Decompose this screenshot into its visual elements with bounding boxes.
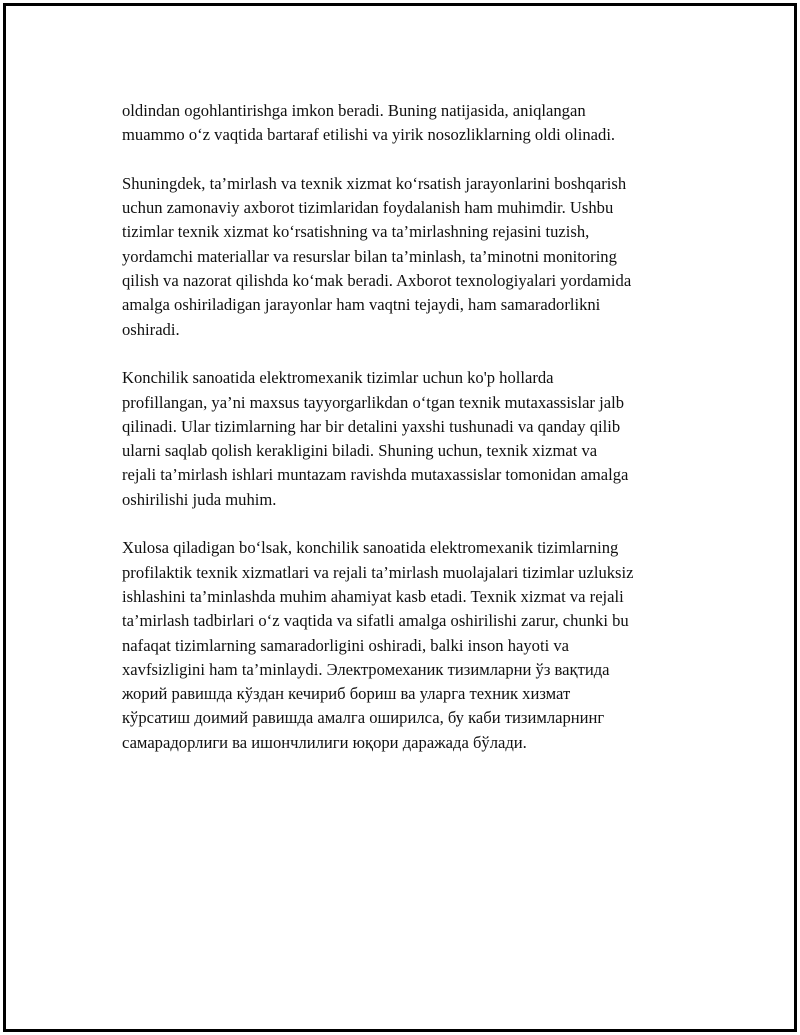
paragraph-line: кўрсатиш доимий равишда амалга оширилса, бу каби тизимларнинг <box>122 708 605 728</box>
paragraph-line: жорий равишда кўздан кечириб бориш ва уларга техник хизмат <box>122 684 571 704</box>
paragraph-line: oshiradi. <box>122 319 180 339</box>
paragraph-line: самарадорлиги ва ишончлилиги юқори даражада бўлади. <box>122 732 527 752</box>
paragraph-line: qilish va nazorat qilishda ko‘mak beradi. Axborot texnologiyalari yordamida <box>122 271 632 291</box>
paragraph-line: ta’mirlash tadbirlari o‘z vaqtida va sifatli amalga oshirilishi zarur, chunki bu <box>122 611 629 631</box>
paragraph-line: uchun zamonaviy axborot tizimlaridan foydalanish ham muhimdir. Ushbu <box>122 198 614 218</box>
paragraph-line: oldindan ogohlantirishga imkon beradi. Buning natijasida, aniqlangan <box>122 101 586 120</box>
document-body <box>122 99 682 779</box>
paragraph-1 <box>122 99 682 148</box>
paragraph-4 <box>122 536 682 755</box>
document-page <box>3 3 797 1032</box>
paragraph-line: xavfsizligini ham ta’minlaydi. Электромеханик тизимларни ўз вақтида <box>122 659 610 679</box>
paragraph-line: yordamchi materiallar va resurslar bilan ta’minlash, ta’minotni monitoring <box>122 246 617 266</box>
paragraph-line: muammo o‘z vaqtida bartaraf etilishi va yirik nosozliklarning oldi olinadi. <box>122 125 616 145</box>
paragraph-line: profillangan, ya’ni maxsus tayyorgarlikdan o‘tgan texnik mutaxassislar jalb <box>122 392 624 412</box>
paragraph-3 <box>122 366 682 512</box>
paragraph-line: oshirilishi juda muhim. <box>122 489 277 509</box>
paragraph-line: ishlashini ta’minlashda muhim ahamiyat kasb etadi. Texnik xizmat va rejali <box>122 586 624 606</box>
paragraph-line: qilinadi. Ular tizimlarning har bir detalini yaxshi tushunadi va qanday qilib <box>122 416 621 436</box>
paragraph-line: nafaqat tizimlarning samaradorligini oshiradi, balki inson hayoti va <box>122 635 569 655</box>
paragraph-line: tizimlar texnik xizmat ko‘rsatishning va ta’mirlashning rejasini tuzish, <box>122 222 590 242</box>
paragraph-line: rejali ta’mirlash ishlari muntazam ravishda mutaxassislar tomonidan amalga <box>122 465 629 485</box>
paragraph-line: profilaktik texnik xizmatlari va rejali ta’mirlash muolajalari tizimlar uzluksiz <box>122 562 634 582</box>
paragraph-line: Shuningdek, ta’mirlash va texnik xizmat ko‘rsatish jarayonlarini boshqarish <box>122 173 627 193</box>
paragraph-line: Xulosa qiladigan bo‘lsak, konchilik sanoatida elektromexanik tizimlarning <box>122 538 619 558</box>
paragraph-line: Konchilik sanoatida elektromexanik tizimlar uchun ko'p hollarda <box>122 368 554 388</box>
paragraph-2 <box>122 172 682 342</box>
paragraph-line: amalga oshiriladigan jarayonlar ham vaqtni tejaydi, ham samaradorlikni <box>122 295 601 315</box>
paragraph-line: ularni saqlab qolish kerakligini biladi. Shuning uchun, texnik xizmat va <box>122 441 598 461</box>
